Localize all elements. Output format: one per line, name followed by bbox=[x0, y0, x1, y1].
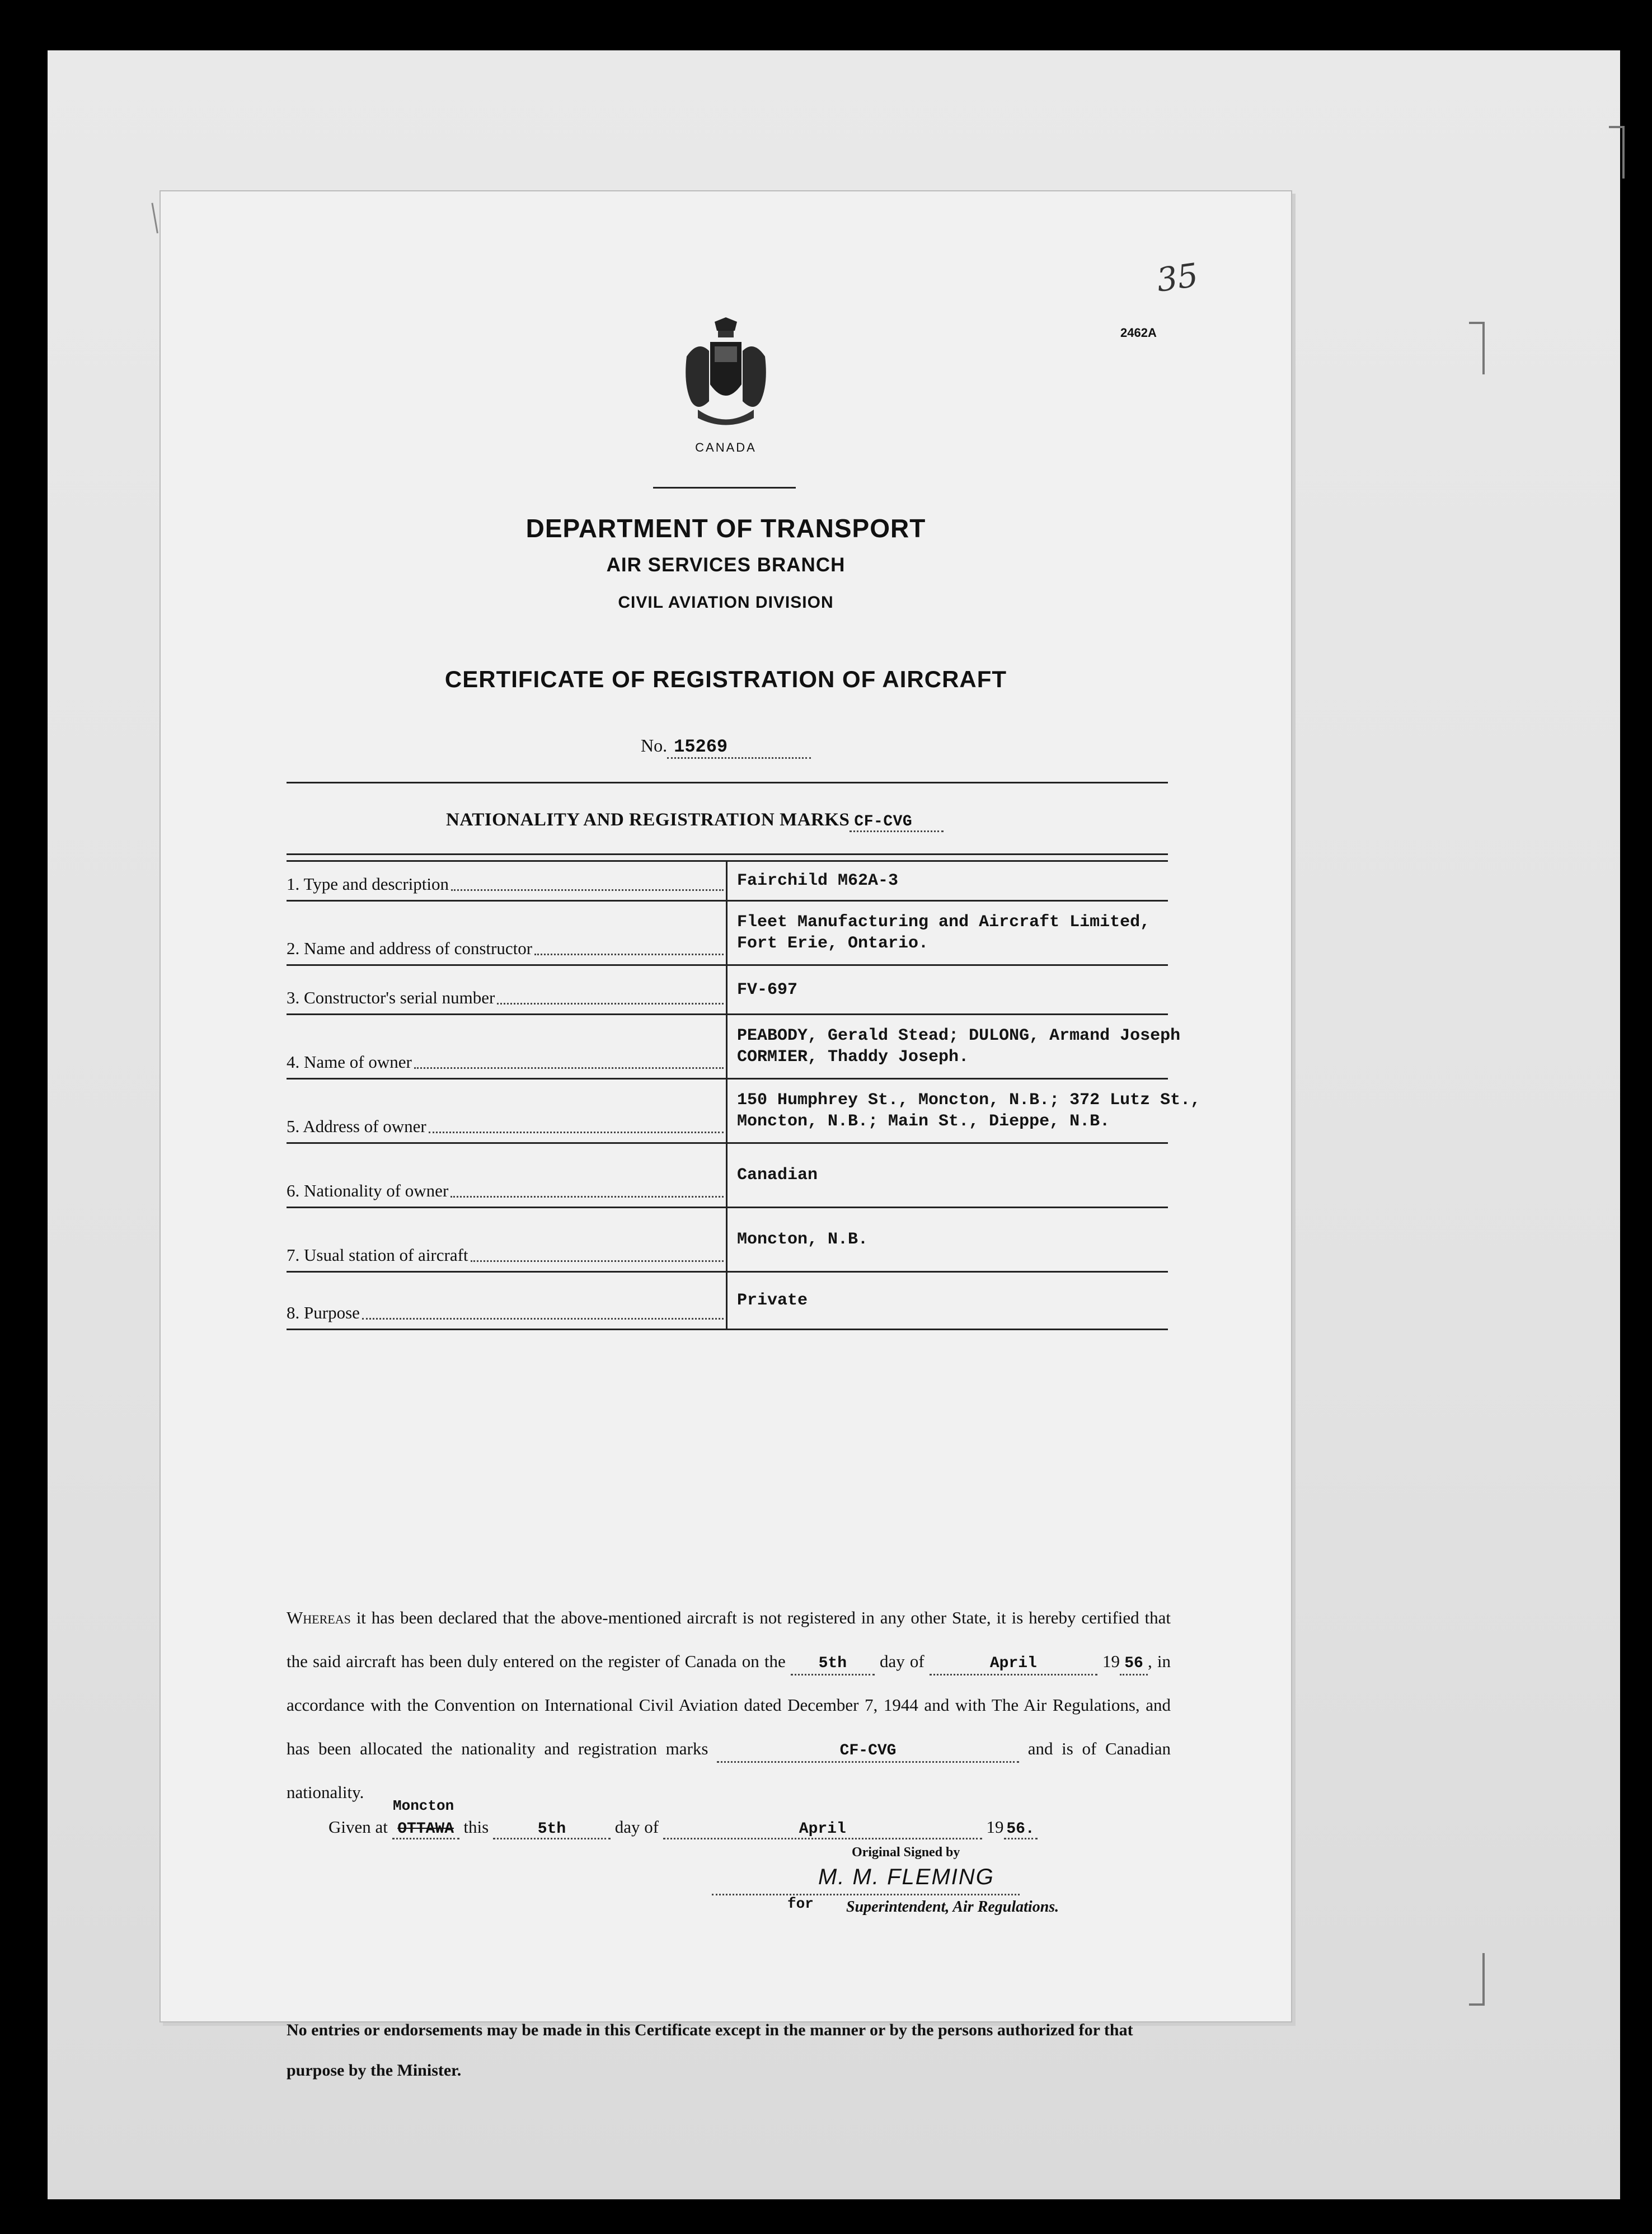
certificate-title: CERTIFICATE OF REGISTRATION OF AIRCRAFT bbox=[444, 666, 1007, 692]
table-row bbox=[287, 966, 1168, 1015]
given-place-handwritten: Moncton bbox=[393, 1797, 454, 1814]
certificate-number-label: No. bbox=[641, 735, 668, 755]
branch-title: AIR SERVICES BRANCH bbox=[606, 554, 846, 576]
field-value: PEABODY, Gerald Stead; DULONG, Armand Joseph CORMIER, Thaddy Joseph. bbox=[737, 1026, 1181, 1067]
table-row bbox=[287, 1208, 1168, 1273]
given-day: 5th bbox=[493, 1821, 611, 1839]
given-place-struck: OTTAWA bbox=[392, 1821, 459, 1839]
certification-paragraph bbox=[287, 1596, 1171, 1814]
registration-marks-line bbox=[446, 810, 944, 832]
leader-dots bbox=[450, 1181, 724, 1198]
leader-dots bbox=[497, 988, 724, 1005]
table-row bbox=[287, 1080, 1201, 1144]
field-value: Private bbox=[737, 1291, 808, 1310]
registration-day: 5th bbox=[791, 1654, 875, 1676]
column-divider bbox=[726, 1273, 728, 1329]
scan-border-left bbox=[0, 0, 48, 2234]
aircraft-details-table bbox=[287, 862, 1201, 1330]
paragraph-text: day of bbox=[879, 1651, 924, 1671]
field-label: 1. Type and description bbox=[287, 874, 449, 894]
header-divider bbox=[653, 487, 796, 489]
column-divider bbox=[726, 862, 728, 900]
scan-border-right bbox=[1620, 0, 1652, 2234]
paragraph-text: it has been declared that the above-mentioned aircraft is not registered in any other State, it is hereby certified that the said aircraft has been duly entered on the register of Canada on the bbox=[287, 1608, 1171, 1671]
allocated-marks: CF-CVG bbox=[717, 1741, 1019, 1763]
field-label: 2. Name and address of constructor bbox=[287, 938, 533, 958]
given-this: this bbox=[463, 1817, 489, 1837]
leader-dots bbox=[534, 938, 724, 955]
for-label: for bbox=[787, 1895, 814, 1912]
registration-marks-value: CF-CVG bbox=[850, 813, 944, 832]
leader-dots bbox=[429, 1116, 724, 1133]
leader-dots bbox=[414, 1052, 724, 1069]
table-row bbox=[287, 1144, 1168, 1208]
field-label: 7. Usual station of aircraft bbox=[287, 1245, 468, 1265]
certificate-number: 15269 bbox=[667, 736, 811, 759]
table-top-rule bbox=[287, 853, 1168, 855]
leader-dots bbox=[362, 1303, 724, 1320]
original-signed-note: Original Signed by bbox=[852, 1845, 960, 1860]
registration-month: April bbox=[930, 1654, 1097, 1676]
handwritten-page-number: 35 bbox=[1154, 256, 1201, 299]
given-at-line bbox=[328, 1817, 1038, 1839]
column-divider bbox=[726, 1015, 728, 1078]
department-title: DEPARTMENT OF TRANSPORT bbox=[525, 514, 926, 543]
column-divider bbox=[726, 966, 728, 1013]
given-month: April bbox=[663, 1821, 982, 1839]
year-prefix: 19 bbox=[1102, 1651, 1120, 1671]
paragraph-text: , in accordance with the Convention on International Civil Aviation dated December 7, 1944 and with The Air Regulations, and has been allocated the nationality and registration marks bbox=[287, 1651, 1171, 1758]
registration-year: 56 bbox=[1120, 1654, 1148, 1676]
crop-mark bbox=[1609, 126, 1625, 179]
crop-mark bbox=[1469, 1953, 1485, 2006]
certificate-document bbox=[159, 190, 1292, 2080]
country-label: CANADA bbox=[695, 440, 757, 454]
signature-line bbox=[712, 1894, 1020, 1895]
field-label: 4. Name of owner bbox=[287, 1052, 412, 1072]
column-divider bbox=[726, 902, 728, 964]
leader-dots bbox=[471, 1245, 724, 1262]
given-year-prefix: 19 bbox=[986, 1817, 1004, 1837]
signatory-name: M. M. FLEMING bbox=[818, 1865, 994, 1889]
signatory-title: Superintendent, Air Regulations. bbox=[846, 1898, 1059, 1916]
given-day-of: day of bbox=[614, 1817, 659, 1837]
field-value: Fleet Manufacturing and Aircraft Limited, Fort Erie, Ontario. bbox=[737, 913, 1151, 953]
paragraph-text: and is of Canadian nationality. bbox=[287, 1739, 1171, 1802]
table-row bbox=[287, 1015, 1181, 1080]
given-year: 56. bbox=[1004, 1821, 1038, 1839]
field-label: 5. Address of owner bbox=[287, 1116, 426, 1136]
division-title: CIVIL AVIATION DIVISION bbox=[618, 593, 834, 612]
given-label: Given at bbox=[328, 1817, 388, 1837]
leader-dots bbox=[451, 874, 724, 891]
form-number: 2462A bbox=[1120, 326, 1157, 340]
field-value: Fairchild M62A-3 bbox=[737, 871, 899, 890]
table-row bbox=[287, 1273, 1168, 1330]
column-divider bbox=[726, 1080, 728, 1142]
certificate-number-line bbox=[641, 735, 811, 759]
field-label: 6. Nationality of owner bbox=[287, 1181, 449, 1200]
scan-border-top bbox=[0, 0, 1652, 50]
coat-of-arms-icon bbox=[681, 317, 771, 429]
field-value: Canadian bbox=[737, 1166, 818, 1185]
scan-border-bottom bbox=[0, 2199, 1652, 2234]
whereas-word: Whereas bbox=[287, 1608, 351, 1627]
endorsement-note: No entries or endorsements may be made in this Certificate except in the manner or by the persons authorized for that purpose by the Minister. bbox=[287, 2021, 1133, 2080]
column-divider bbox=[726, 1208, 728, 1271]
column-divider bbox=[726, 1144, 728, 1207]
field-value: 150 Humphrey St., Moncton, N.B.; 372 Lutz St., Moncton, N.B.; Main St., Dieppe, N.B. bbox=[737, 1091, 1201, 1131]
crop-mark bbox=[1469, 322, 1485, 374]
section-rule bbox=[287, 782, 1168, 783]
registration-marks-label: NATIONALITY AND REGISTRATION MARKS bbox=[446, 810, 850, 830]
field-value: Moncton, N.B. bbox=[737, 1230, 869, 1249]
field-label: 3. Constructor's serial number bbox=[287, 988, 495, 1007]
table-row bbox=[287, 862, 1168, 902]
field-label: 8. Purpose bbox=[287, 1303, 360, 1322]
table-row bbox=[287, 902, 1168, 966]
field-value: FV-697 bbox=[737, 980, 798, 999]
